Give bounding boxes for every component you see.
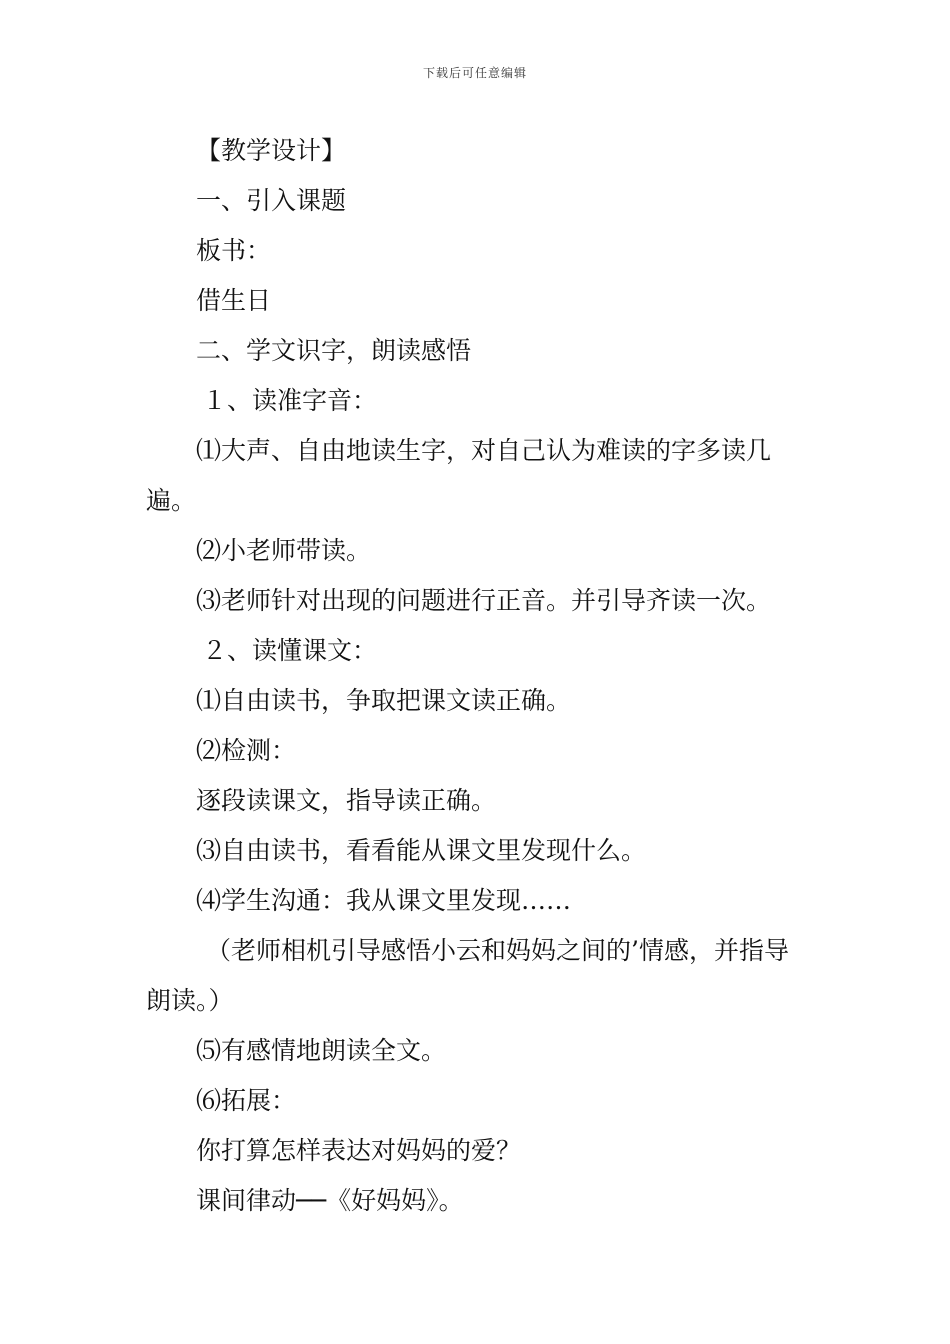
section-heading-introduce-topic: 一、引入课题	[196, 186, 347, 215]
paragraph-teacher-guidance: （老师相机引导感悟小云和妈妈之间的’情感，并指导朗读。）	[146, 936, 789, 1015]
paragraph-blackboard: 板书：	[196, 236, 272, 265]
page-header-note: 下载后可任意编辑	[422, 66, 527, 80]
paragraph-question: 你打算怎样表达对妈妈的爱？	[196, 1136, 522, 1165]
paragraph-lesson-title: 借生日	[196, 286, 272, 315]
paragraph-check: ⑵检测：	[196, 736, 297, 765]
document-body	[146, 126, 811, 1226]
subheading-understand-text: ２、读懂课文：	[202, 636, 378, 665]
paragraph-step-3: ⑶老师针对出现的问题进行正音。并引导齐读一次。	[196, 586, 772, 615]
paragraph-step-1: ⑴大声、自由地读生字，对自己认为难读的字多读几遍。	[146, 436, 772, 515]
paragraph-break-activity: 课间律动──《好妈妈》。	[196, 1186, 464, 1215]
paragraph-students-share: ⑷学生沟通：我从课文里发现……	[196, 886, 572, 915]
section-heading-teaching-design: 【教学设计】	[196, 136, 347, 165]
paragraph-free-reading: ⑴自由读书，争取把课文读正确。	[196, 686, 572, 715]
paragraph-step-2: ⑵小老师带读。	[196, 536, 372, 565]
paragraph-extension: ⑹拓展：	[196, 1086, 297, 1115]
paragraph-read-by-section: 逐段读课文，指导读正确。	[196, 786, 497, 815]
paragraph-read-aloud: ⑸有感情地朗读全文。	[196, 1036, 447, 1065]
paragraph-discover: ⑶自由读书，看看能从课文里发现什么。	[196, 836, 647, 865]
subheading-pronunciation: １、读准字音：	[202, 386, 378, 415]
section-heading-reading: 二、学文识字，朗读感悟	[196, 336, 472, 365]
